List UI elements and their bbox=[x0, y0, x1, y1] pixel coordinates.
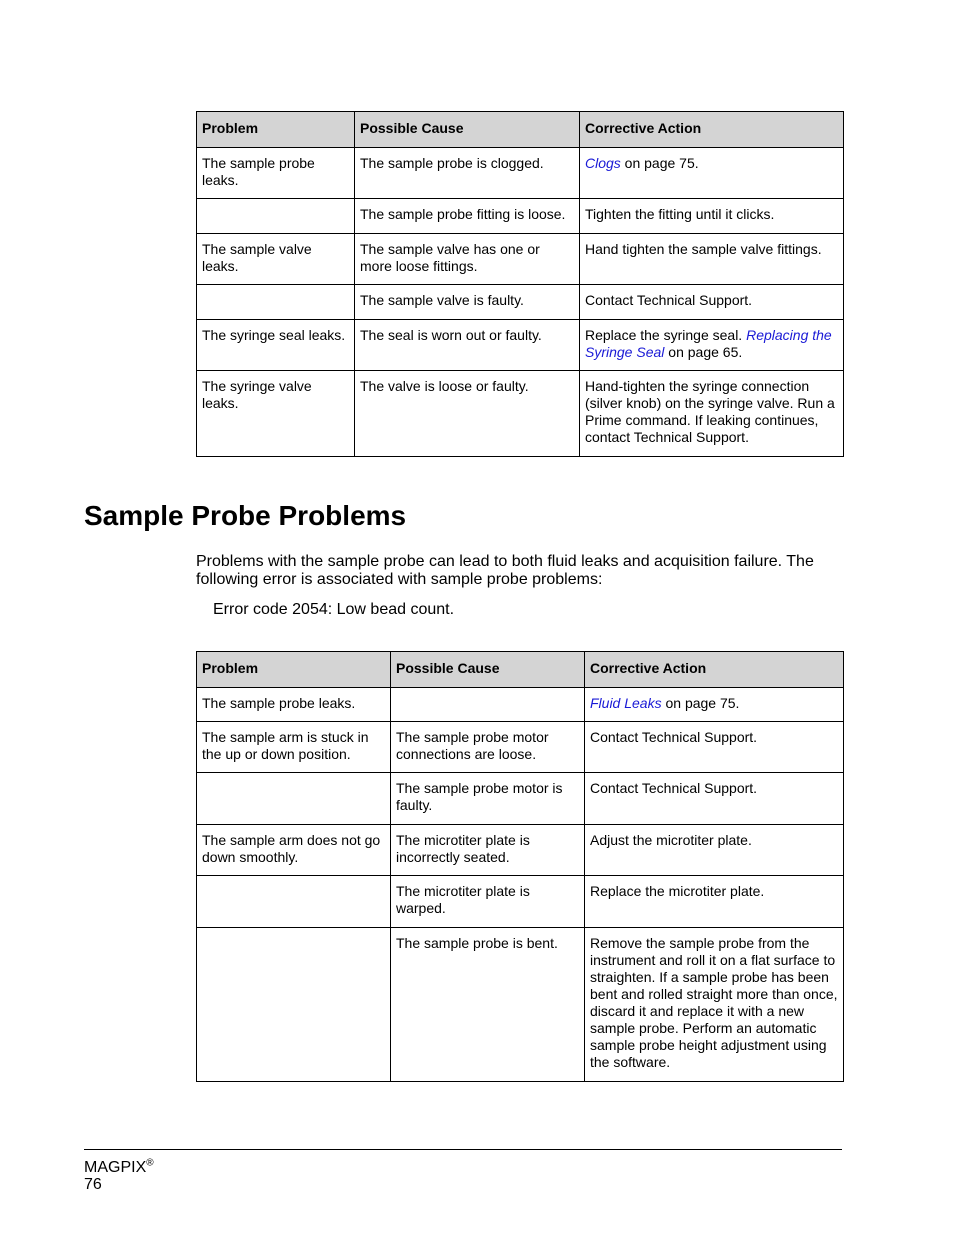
cell-cause: The sample probe is bent. bbox=[391, 928, 585, 1082]
cell-action: Adjust the microtiter plate. bbox=[585, 825, 844, 876]
table-row bbox=[197, 234, 844, 285]
section-title: Sample Probe Problems bbox=[84, 500, 407, 531]
cell-problem: The sample arm is stuck in the up or down position. bbox=[197, 722, 391, 773]
link-clogs[interactable]: Clogs bbox=[585, 155, 621, 171]
cell-cause: The sample probe is clogged. bbox=[355, 148, 580, 199]
cell-cause: The sample valve is faulty. bbox=[355, 285, 580, 320]
table-header-row bbox=[197, 112, 844, 148]
link-replacing-syringe-seal[interactable]: Replacing the Syringe Seal bbox=[585, 327, 832, 360]
page-footer bbox=[84, 1159, 154, 1193]
cell-action: Contact Technical Support. bbox=[585, 773, 844, 825]
cell-problem: The sample valve leaks. bbox=[197, 234, 355, 285]
cell-action bbox=[580, 320, 844, 371]
cell-cause: The sample probe fitting is loose. bbox=[355, 199, 580, 234]
cell-problem: The sample probe leaks. bbox=[197, 148, 355, 199]
registered-mark: ® bbox=[146, 1157, 154, 1169]
table-row bbox=[197, 825, 844, 876]
table-row bbox=[197, 199, 844, 234]
cell-cause: The microtiter plate is incorrectly seated. bbox=[391, 825, 585, 876]
cell-action bbox=[585, 688, 844, 722]
cell-cause bbox=[391, 688, 585, 722]
cell-problem: The sample arm does not go down smoothly. bbox=[197, 825, 391, 876]
table-row bbox=[197, 371, 844, 457]
table-row bbox=[197, 773, 844, 825]
header-problem: Problem bbox=[197, 652, 391, 688]
table-header-row bbox=[197, 652, 844, 688]
section-intro: Problems with the sample probe can lead to both fluid leaks and acquisition failure. The following error is associated with sample probe problems: bbox=[196, 553, 814, 588]
cell-action: Hand tighten the sample valve fittings. bbox=[580, 234, 844, 285]
cell-cause: The microtiter plate is warped. bbox=[391, 876, 585, 928]
header-problem: Problem bbox=[197, 112, 355, 148]
cell-problem: The syringe valve leaks. bbox=[197, 371, 355, 457]
action-prefix: Replace the syringe seal. bbox=[585, 327, 747, 343]
action-text: on page 75. bbox=[620, 155, 699, 171]
table-row bbox=[197, 148, 844, 199]
cell-cause: The sample probe motor connections are loose. bbox=[391, 722, 585, 773]
header-possible-cause: Possible Cause bbox=[391, 652, 585, 688]
cell-problem bbox=[197, 928, 391, 1082]
table-row bbox=[197, 928, 844, 1082]
error-code-line: Error code 2054: Low bead count. bbox=[213, 601, 455, 618]
table-row bbox=[197, 688, 844, 722]
action-text: on page 75. bbox=[661, 695, 740, 711]
header-possible-cause: Possible Cause bbox=[355, 112, 580, 148]
link-fluid-leaks[interactable]: Fluid Leaks bbox=[590, 695, 662, 711]
header-corrective-action: Corrective Action bbox=[585, 652, 844, 688]
page-number: 76 bbox=[84, 1176, 102, 1193]
cell-action: Hand-tighten the syringe connection (silver knob) on the syringe valve. Run a Prime command. If leaking continues, contact Technical Support. bbox=[580, 371, 844, 457]
cell-problem bbox=[197, 876, 391, 928]
cell-problem: The syringe seal leaks. bbox=[197, 320, 355, 371]
footer-rule bbox=[84, 1149, 842, 1150]
troubleshooting-table-leaks bbox=[196, 111, 844, 457]
cell-problem bbox=[197, 773, 391, 825]
cell-cause: The seal is worn out or faulty. bbox=[355, 320, 580, 371]
cell-problem bbox=[197, 285, 355, 320]
table-row bbox=[197, 722, 844, 773]
table-row bbox=[197, 320, 844, 371]
cell-action: Replace the microtiter plate. bbox=[585, 876, 844, 928]
troubleshooting-table-sample-probe bbox=[196, 651, 844, 1082]
cell-cause: The sample probe motor is faulty. bbox=[391, 773, 585, 825]
action-text: on page 65. bbox=[664, 344, 743, 360]
cell-cause: The sample valve has one or more loose fittings. bbox=[355, 234, 580, 285]
cell-action: Tighten the fitting until it clicks. bbox=[580, 199, 844, 234]
header-corrective-action: Corrective Action bbox=[580, 112, 844, 148]
cell-cause: The valve is loose or faulty. bbox=[355, 371, 580, 457]
cell-action: Contact Technical Support. bbox=[580, 285, 844, 320]
table-row bbox=[197, 876, 844, 928]
cell-action: Contact Technical Support. bbox=[585, 722, 844, 773]
cell-problem: The sample probe leaks. bbox=[197, 688, 391, 722]
cell-action bbox=[580, 148, 844, 199]
footer-product: MAGPIX bbox=[84, 1159, 147, 1176]
table-row bbox=[197, 285, 844, 320]
cell-problem bbox=[197, 199, 355, 234]
cell-action: Remove the sample probe from the instrument and roll it on a flat surface to straighten. If a sample probe has been bent and rolled straight more than once, discard it and replace it with a new sample probe. Perform an automatic sample probe height adjustment using the software. bbox=[585, 928, 844, 1082]
